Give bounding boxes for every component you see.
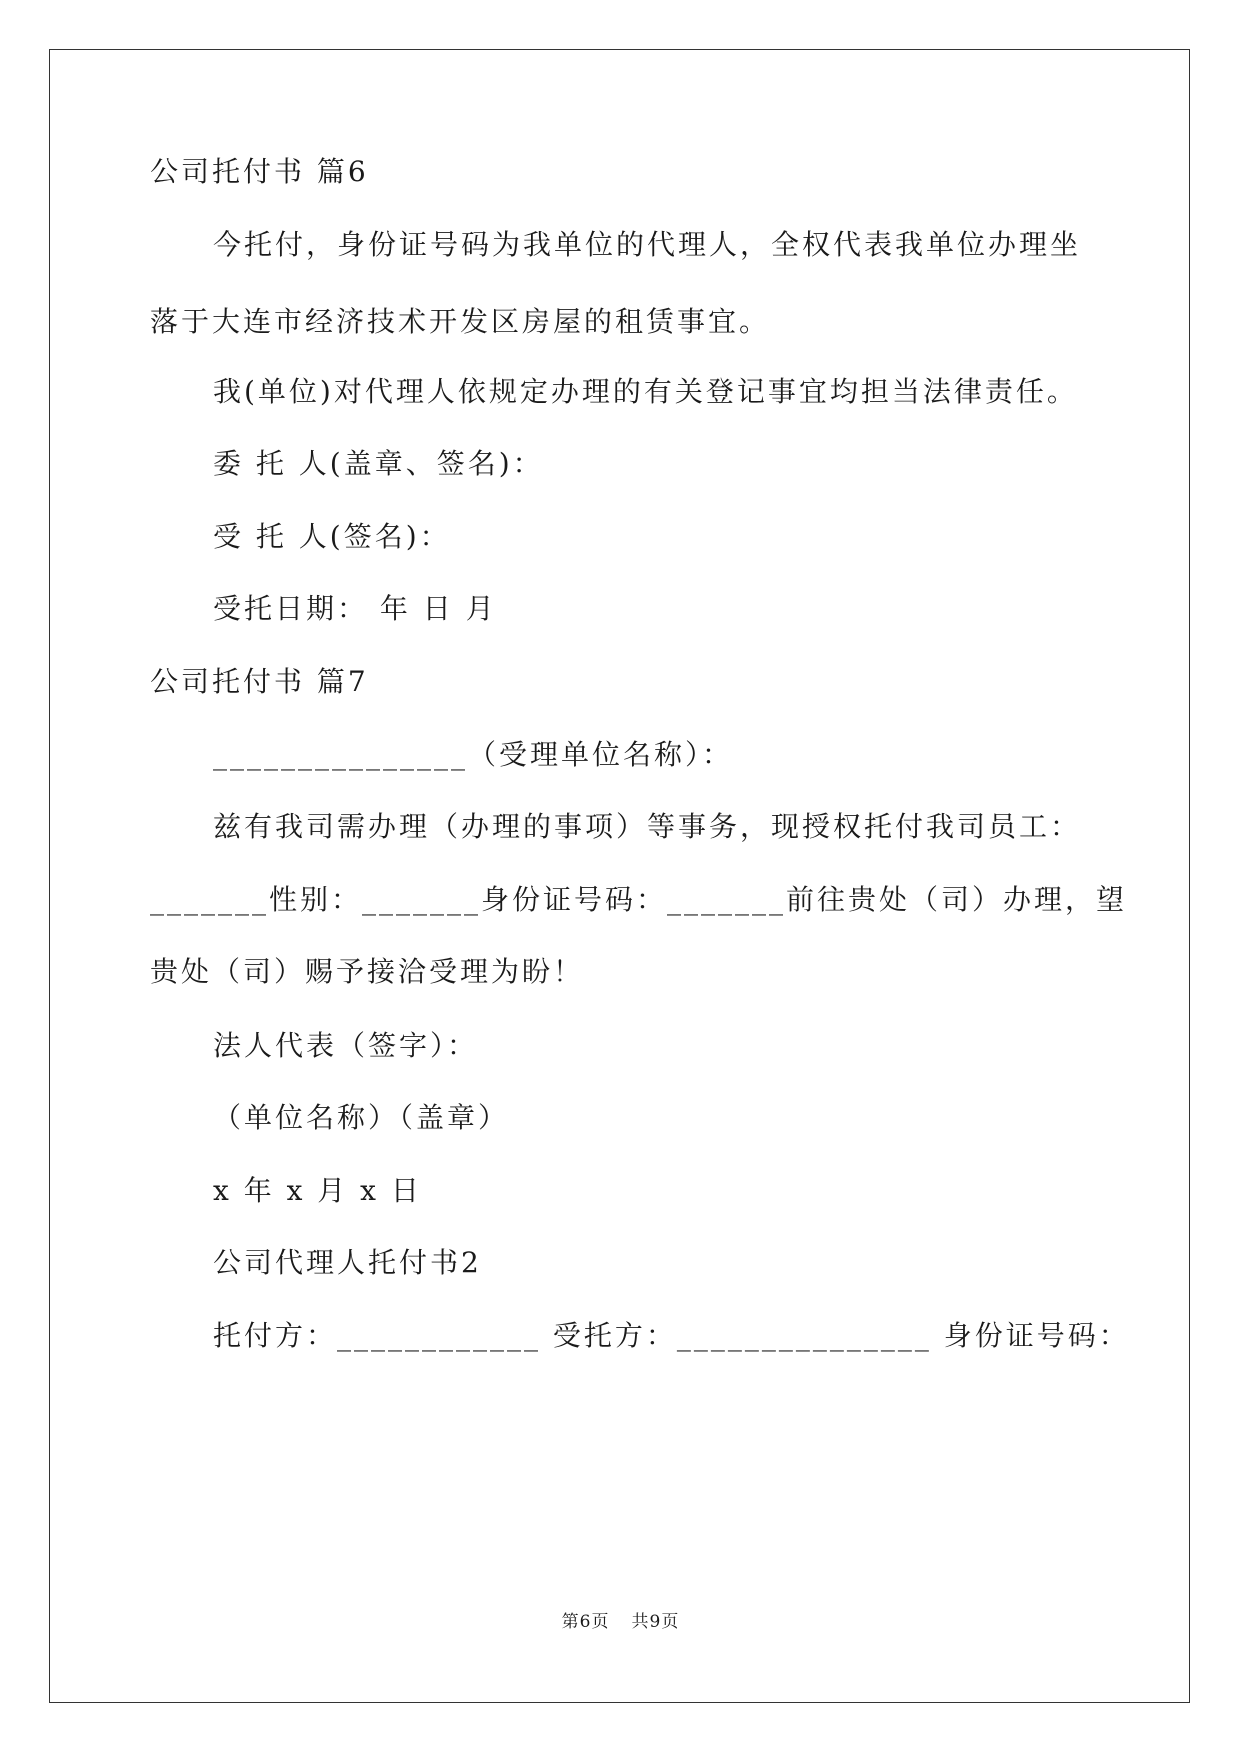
principal-signature-line: 委 托 人(盖章、签名)： bbox=[213, 447, 544, 480]
paragraph-line: _______性别：_______身份证号码：_______前往贵处（司）办理，望 bbox=[150, 883, 1128, 916]
agent-signature-line: 受 托 人(签名)： bbox=[213, 520, 451, 553]
page-total: 共9页 bbox=[631, 1612, 680, 1632]
section-heading-2: 公司代理人托付书2 bbox=[213, 1246, 482, 1279]
paragraph-line: 贵处（司）赐予接洽受理为盼！ bbox=[150, 955, 585, 988]
paragraph-line: 兹有我司需办理（办理的事项）等事务，现授权托付我司员工： bbox=[213, 810, 1082, 843]
paragraph-line: 我(单位)对代理人依规定办理的有关登记事宜均担当法律责任。 bbox=[213, 375, 1078, 408]
recipient-line: _______________（受理单位名称）： bbox=[213, 738, 734, 771]
legal-rep-signature-line: 法人代表（签字）： bbox=[213, 1029, 479, 1062]
paragraph-line: 落于大连市经济技术开发区房屋的租赁事宜。 bbox=[150, 305, 771, 338]
section-heading-6: 公司托付书 篇6 bbox=[150, 155, 369, 188]
page-border bbox=[49, 49, 1190, 1703]
page-number: 第6页 bbox=[561, 1612, 610, 1632]
parties-line: 托付方：____________ 受托方：_______________ 身份证号码： bbox=[213, 1319, 1130, 1352]
paragraph-line: 今托付，身份证号码为我单位的代理人，全权代表我单位办理坐 bbox=[213, 228, 1082, 261]
date-line: x 年 x 月 x 日 bbox=[213, 1174, 422, 1207]
entrust-date-line: 受托日期： 年 日 月 bbox=[213, 592, 497, 625]
page-footer bbox=[0, 1611, 1241, 1633]
unit-seal-line: （单位名称）（盖章） bbox=[213, 1101, 510, 1134]
section-heading-7: 公司托付书 篇7 bbox=[150, 665, 369, 698]
